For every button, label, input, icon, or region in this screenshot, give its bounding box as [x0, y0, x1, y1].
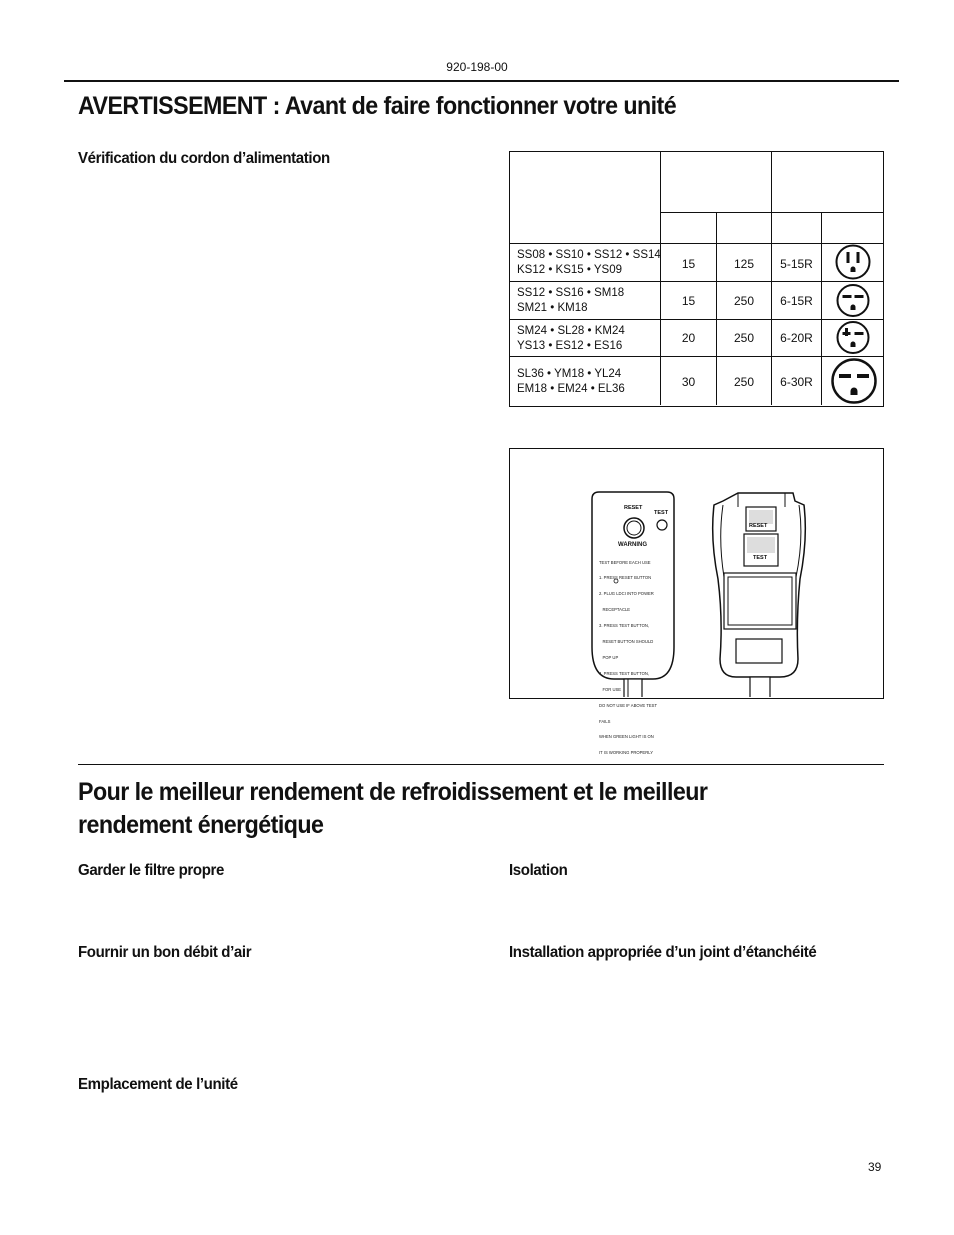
table-row: [517, 367, 625, 397]
model-list: SS08 • SS10 • SS12 • SS14: [517, 249, 661, 261]
reset-button-label: RESET: [624, 505, 643, 511]
model-list: EM18 • EM24 • EL36: [517, 383, 625, 395]
filter-heading: Garder le filtre propre: [78, 862, 224, 879]
insulation-heading: Isolation: [509, 862, 568, 879]
warning-line: DO NOT USE IF ABOVE TEST: [599, 702, 658, 708]
model-list: SM21 • KM18: [517, 302, 588, 314]
nema-6-15r-outlet-icon: [835, 283, 871, 318]
document-number: 920-198-00: [446, 60, 508, 74]
amps-cell: 15: [681, 294, 696, 308]
receptacle-cell: 5-15R: [780, 257, 813, 271]
warning-line: FOR USE: [599, 686, 622, 692]
warning-line: IT IS WORKING PROPERLY: [599, 750, 654, 756]
volts-cell: 250: [733, 331, 755, 345]
warning-title: WARNING: [618, 542, 647, 548]
warning-line: RECEPTACLE: [599, 607, 631, 613]
nema-5-15r-outlet-icon: [834, 244, 872, 280]
warning-line: 4. PRESS TEST BUTTON,: [599, 670, 650, 676]
table-row: [517, 248, 661, 278]
model-list: YS13 • ES12 • ES16: [517, 340, 623, 352]
gfci-plug-illustration: [509, 448, 884, 756]
volts-cell: 250: [733, 375, 755, 389]
warning-line: 1. PRESS RESET BUTTON: [599, 575, 652, 581]
section-divider: [78, 764, 884, 765]
model-list: SS12 • SS16 • SM18: [517, 287, 625, 299]
nema-6-20r-outlet-icon: [835, 320, 871, 355]
warning-line: TEST BEFORE EACH USE: [599, 559, 651, 565]
gfci-drawing: [510, 449, 882, 697]
table-hline: [660, 212, 883, 213]
page-number: 39: [868, 1160, 882, 1174]
table-hline: [510, 356, 883, 357]
warning-line: FAILS: [599, 718, 611, 724]
airflow-heading: Fournir un bon débit d’air: [78, 944, 252, 961]
warning-line: POP UP: [599, 654, 619, 660]
header-rule: [64, 80, 899, 82]
volts-cell: 250: [733, 294, 755, 308]
table-vline: [771, 152, 772, 405]
model-list: SL36 • YM18 • YL24: [517, 368, 622, 380]
receptacle-cell: 6-15R: [780, 294, 813, 308]
table-vline: [821, 212, 822, 405]
page-title: AVERTISSEMENT : Avant de faire fonctionner votre unité: [78, 92, 677, 120]
amps-cell: 15: [681, 257, 696, 271]
power-cord-table: [509, 151, 884, 407]
table-row: [517, 324, 625, 354]
amps-cell: 20: [681, 331, 696, 345]
cord-check-heading: Vérification du cordon d’alimentation: [78, 150, 330, 167]
receptacle-cell: 6-20R: [780, 331, 813, 345]
warning-line: 2. PLUG LDCI INTO POWER: [599, 591, 654, 597]
table-row: [517, 286, 624, 316]
side-test-label: TEST: [753, 555, 768, 561]
model-list: KS12 • KS15 • YS09: [517, 264, 623, 276]
side-reset-label: RESET: [749, 523, 768, 529]
table-hline: [510, 243, 883, 244]
table-vline: [660, 152, 661, 405]
volts-cell: 125: [733, 257, 755, 271]
table-hline: [510, 281, 883, 282]
section-title: Pour le meilleur rendement de refroidissement et le meilleur rendement énergétique: [78, 778, 708, 839]
warning-line: 3. PRESS TEST BUTTON,: [599, 623, 650, 629]
amps-cell: 30: [681, 375, 696, 389]
nema-6-30r-outlet-icon: [830, 357, 878, 405]
warning-line: RESET BUTTON SHOULD: [599, 639, 654, 645]
location-heading: Emplacement de l’unité: [78, 1076, 238, 1093]
warning-text: [599, 549, 657, 766]
warning-line: WHEN GREEN LIGHT IS ON: [599, 734, 654, 740]
seal-heading: Installation appropriée d’un joint d’étanchéité: [509, 944, 817, 961]
model-list: SM24 • SL28 • KM24: [517, 325, 625, 337]
receptacle-cell: 6-30R: [780, 375, 813, 389]
test-button-label: TEST: [654, 510, 669, 516]
table-hline: [510, 319, 883, 320]
